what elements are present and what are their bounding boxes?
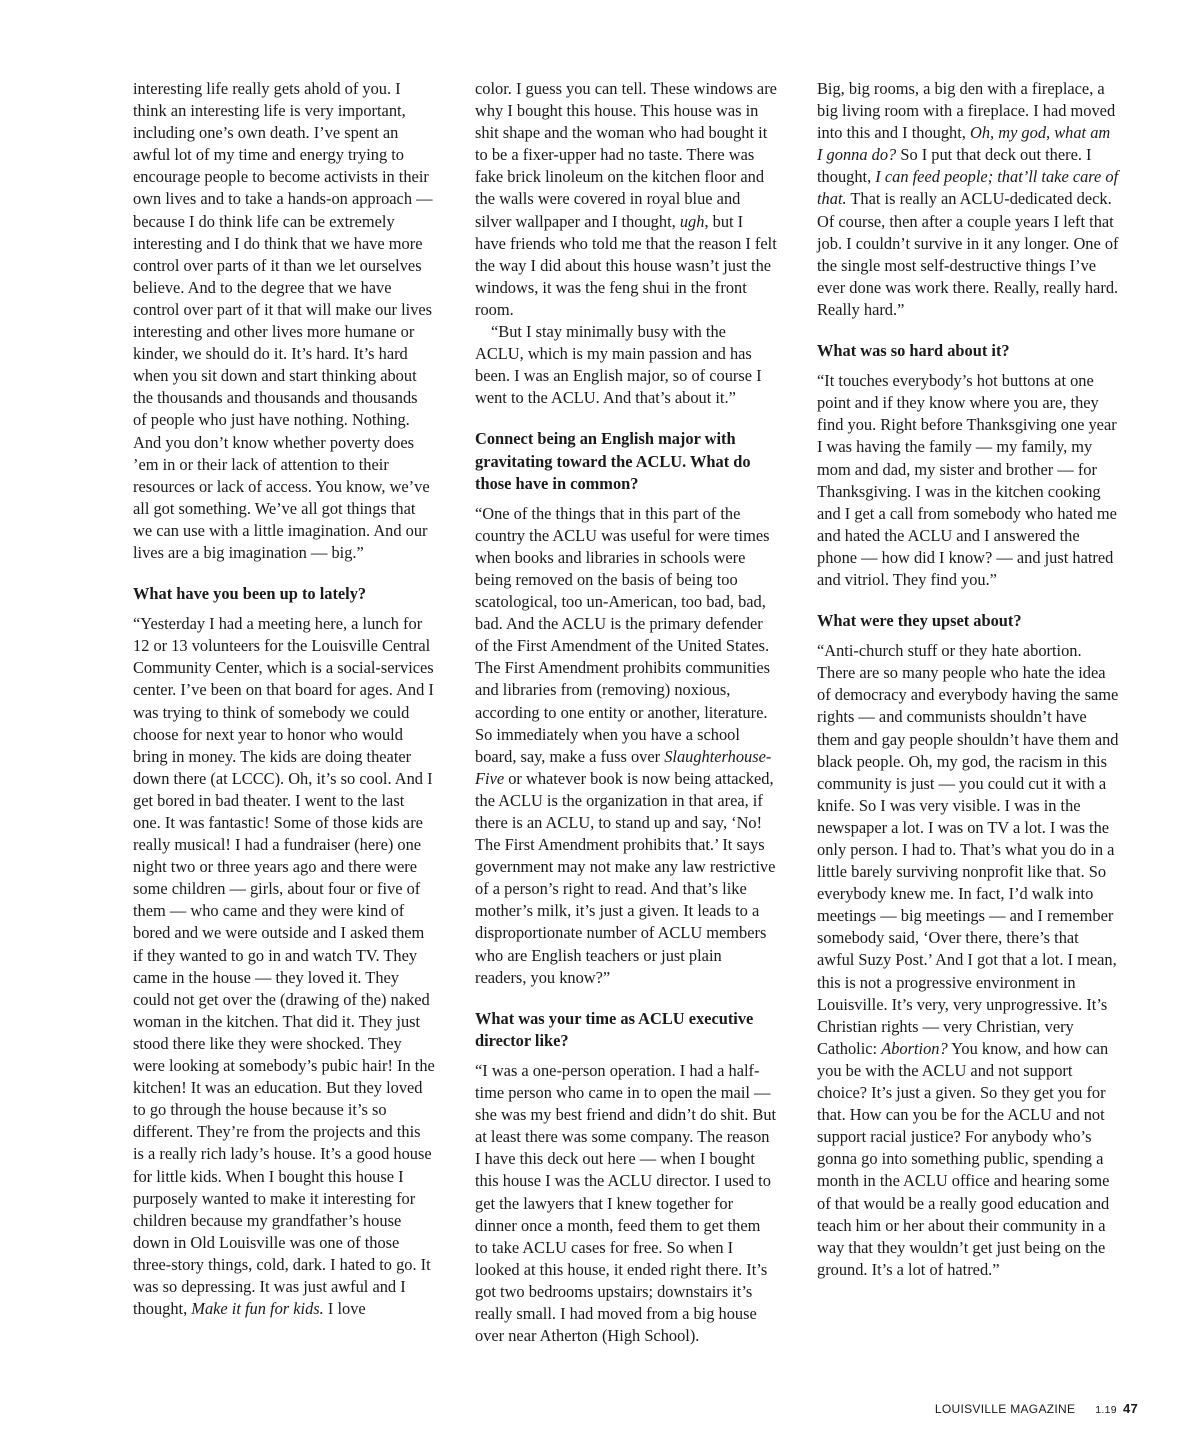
interview-question: What was your time as ACLU executive director like? (475, 1008, 754, 1050)
interview-question: What were they upset about? (817, 611, 1022, 631)
body-text: So I put that deck out there. I thought, (817, 145, 1092, 187)
emphasis-text: Oh, my god, what am I gonna do? (817, 123, 1111, 165)
body-text: That is really an ACLU-dedicated deck. Of course, then after a couple years I left that job. I couldn’t survive in it any longer. One of the single most self-destructive things I’ve ever done was work there. Really, really hard. Really hard.” (817, 189, 1119, 319)
emphasis-text: Slaughterhouse-Five (475, 746, 772, 788)
emphasis-text: Abortion? (881, 1038, 948, 1058)
body-paragraph: interesting life really gets ahold of you. I think an interesting life is very important, including one’s own death. I’ve spent an awful lot of my time and energy trying to encourage people to become activists in their own lives and to take a hands-on approach — because I do think life can be extremely interesting and I do think that we have more control over parts of it than we let ourselves believe. And to the degree that we have control over part of it that will make our lives interesting and other lives more humane or kinder, we should do it. It’s hard. It’s hard when you sit down and start thinking about the thousands and thousands and thousands of people who just have nothing. Nothing. And you don’t know whether poverty does ’em in or their lack of attention to their resources or lack of access. You know, we’ve all got something. We’ve all got things that we can use with a little imagination. And our lives are a big imagination — big.” (133, 79, 433, 562)
issue-number: 1.19 (1095, 1404, 1117, 1416)
page-number: 47 (1122, 1401, 1138, 1416)
interview-question: What was so hard about it? (817, 341, 1010, 361)
body-paragraph: “I was a one-person operation. I had a half-time person who came in to open the mail — she was my best friend and didn’t do shit. But at least there was some company. The reason I have this deck out here — when I bought this house I was the ACLU director. I used to get the lawyers that I knew together for dinner once a month, feed them to get them to take ACLU cases for free. So when I looked at this house, it ended right there. It’s got two bedrooms upstairs; downstairs it’s really small. I had moved from a big house over near Atherton (High School). (475, 1060, 777, 1346)
body-text: “One of the things that in this part of the country the ACLU was useful for were times when books and libraries in schools were being removed on the basis of being too scatological, too un-American, too bad, bad, bad. And the ACLU is the primary defender of the First Amendment of the United States. The First Amendment prohibits communities and libraries from (removing) noxious, according to one entity or another, literature. So immediately when you have a school board, say, make a fuss over (475, 503, 771, 766)
emphasis-text: ugh (679, 211, 705, 231)
body-paragraph (133, 613, 435, 1320)
interview-question: What have you been up to lately? (133, 584, 367, 604)
emphasis-text: Make it fun for kids. (191, 1299, 324, 1319)
body-text: You know, and how can you be with the ACLU and not support choice? It’s just a given. So they get you for that. How can you be for the ACLU and not support racial justice? For anybody who’s gonna go into something public, spending a month in the ACLU office and hearing some of that would be a really good education and teach him or her about their community in a way that they wouldn’t get just being on the ground. It’s a lot of hatred.” (817, 1038, 1110, 1279)
magazine-name: LOUISVILLE MAGAZINE (934, 1402, 1076, 1416)
body-paragraph (817, 640, 1119, 1281)
body-paragraph: “It touches everybody’s hot buttons at one point and if they know where you are, they find you. Right before Thanksgiving one year I was having the family — my family, my mom and dad, my sister and brother — for Thanksgiving. I was in the kitchen cooking and I get a call from somebody who hated me and hated the ACLU and I answered the phone — how did I know? — and just hatred and vitriol. They find you.” (817, 371, 1117, 589)
body-text: , but I have friends who told me that the reason I felt the way I did about this house wasn’t just the windows, it was the feng shui in the front room. (475, 211, 777, 319)
body-text: “Yesterday I had a meeting here, a lunch for 12 or 13 volunteers for the Louisville Central Community Center, which is a social-services center. I’ve been on that board for ages. And I was trying to think of somebody we could choose for next year to honor who would bring in money. The kids are doing theater down there (at LCCC). Oh, it’s so cool. And I get bored in bad theater. I went to the last one. It was fantastic! Some of those kids are really musical! I had a fundraiser (here) one night two or three years ago and there were some children — girls, about four or five of them — who came and they were kind of bored and we were outside and I asked them if they wanted to go in and watch TV. They came in the house — they loved it. They could not get over the (drawing of the) naked woman in the kitchen. That did it. They just stood there like they were shocked. They were looking at somebody’s pubic hair! In the kitchen! It was an education. But they loved to go through the house because it’s so different. They’re from the projects and this is a really rich lady’s house. It’s a good house for little kids. When I bought this house I purposely wanted to make it interesting for children because my grandfather’s house down in Old Louisville was one of those three-story things, cold, dark. I hated to go. It was so depressing. It was just awful and I thought, (133, 614, 435, 1319)
emphasis-text: I can feed people; that’ll take care of that. (817, 167, 1119, 209)
body-text: Big, big rooms, a big den with a fireplace, a big living room with a fireplace. I had moved into this and I thought, (817, 79, 1116, 143)
article-column-2 (475, 78, 777, 1347)
body-paragraph (475, 78, 777, 321)
body-text: “Anti-church stuff or they hate abortion. There are so many people who hate the idea of democracy and everybody having the same rights — and communists shouldn’t have them and gay people shouldn’t have them and black people. Oh, my god, the racism in this community is just — you could cut it with a knife. So I was very visible. I was in the newspaper a lot. I was on TV a lot. I was the only person. I had to. That’s what you do in a little barely surviving nonprofit like that. So everybody knew me. In fact, I’d walk into meetings — big meetings — and I remember somebody said, ‘Over there, there’s that awful Suzy Post.’ And I got that a lot. I mean, this is not a progressive environment in Louisville. It’s very, very unprogressive. It’s Christian rights — very Christian, very Catholic: (817, 641, 1119, 1058)
body-text: or whatever book is now being attacked, the ACLU is the organization in that area, if there is an ACLU, to stand up and say, ‘No! The First Amendment prohibits that.’ It says government may not make any law restrictive of a person’s right to read. And that’s like mother’s milk, it’s just a given. It leads to a disproportionate number of ACLU members who are English teachers or just plain readers, you know?” (475, 768, 776, 987)
body-paragraph: “But I stay minimally busy with the ACLU, which is my main passion and has been. I was an English major, so of course I went to the ACLU. And that’s about it.” (475, 322, 762, 408)
body-paragraph (475, 503, 777, 989)
article-column-1 (133, 78, 435, 1320)
body-text: I love (327, 1299, 366, 1319)
body-text: color. I guess you can tell. These windows are why I bought this house. This house was in shit shape and the woman who had bought it to be a fixer-upper had no taste. There was fake brick linoleum on the kitchen floor and the walls were covered in royal blue and silver wallpaper and I thought, (475, 79, 777, 231)
interview-question: Connect being an English major with gravitating toward the ACLU. What do those have in common? (475, 429, 751, 493)
page-footer (935, 1401, 1138, 1416)
body-paragraph (817, 78, 1119, 321)
article-column-3 (817, 78, 1119, 1281)
